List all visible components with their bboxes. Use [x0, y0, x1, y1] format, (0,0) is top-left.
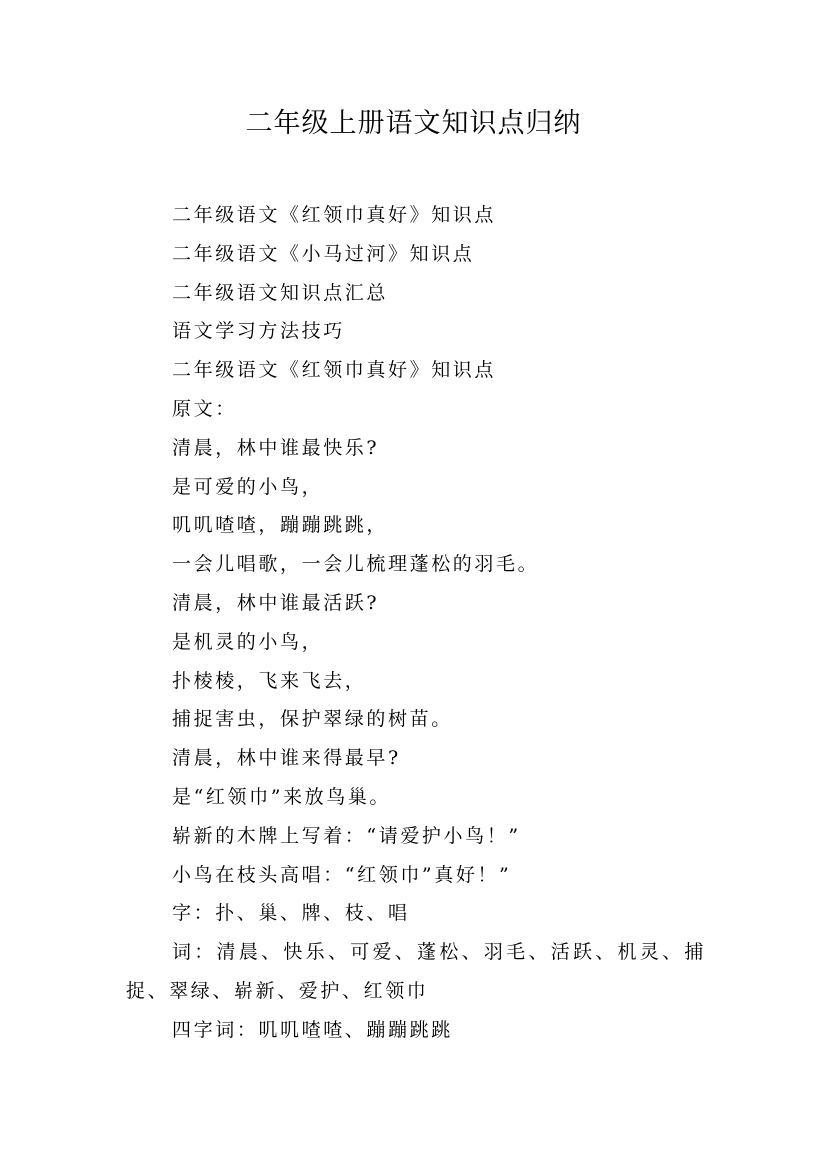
- paragraph: 二年级语文《红领巾真好》知识点: [172, 359, 497, 382]
- document-title: 二年级上册语文知识点归纳: [245, 108, 582, 139]
- paragraph: 字：扑、巢、牌、枝、唱: [172, 902, 410, 925]
- paragraph: 二年级语文《红领巾真好》知识点: [172, 204, 497, 226]
- paragraph: 叽叽喳喳，蹦蹦跳跳，: [172, 514, 389, 537]
- document-body: [126, 196, 706, 1050]
- paragraph: 语文学习方法技巧: [172, 320, 345, 343]
- paragraph: 二年级语文知识点汇总: [172, 281, 389, 304]
- paragraph: 四字词：叽叽喳喳、蹦蹦跳跳: [172, 1018, 453, 1041]
- paragraph: 扑棱棱，飞来飞去，: [172, 669, 367, 692]
- paragraph: 崭新的木牌上写着：“请爱护小鸟！”: [172, 824, 521, 847]
- paragraph: 清晨，林中谁最快乐?: [172, 436, 380, 459]
- paragraph: 是机灵的小鸟，: [172, 630, 324, 653]
- paragraph: 清晨，林中谁来得最早?: [172, 747, 401, 770]
- paragraph: 词：清晨、快乐、可爱、蓬松、羽毛、活跃、机灵、捕捉、翠绿、崭新、爱护、红领巾: [126, 941, 706, 1002]
- paragraph: 小鸟在枝头高唱：“红领巾”真好！”: [172, 863, 512, 886]
- paragraph: 是可爱的小鸟，: [172, 475, 324, 498]
- paragraph: 是“红领巾”来放鸟巢。: [172, 785, 392, 808]
- paragraph: 原文：: [172, 397, 237, 420]
- paragraph: 捕捉害虫，保护翠绿的树苗。: [172, 708, 453, 731]
- paragraph: 一会儿唱歌，一会儿梳理蓬松的羽毛。: [172, 553, 540, 576]
- paragraph: 二年级语文《小马过河》知识点: [172, 242, 475, 265]
- paragraph: 清晨，林中谁最活跃?: [172, 591, 380, 614]
